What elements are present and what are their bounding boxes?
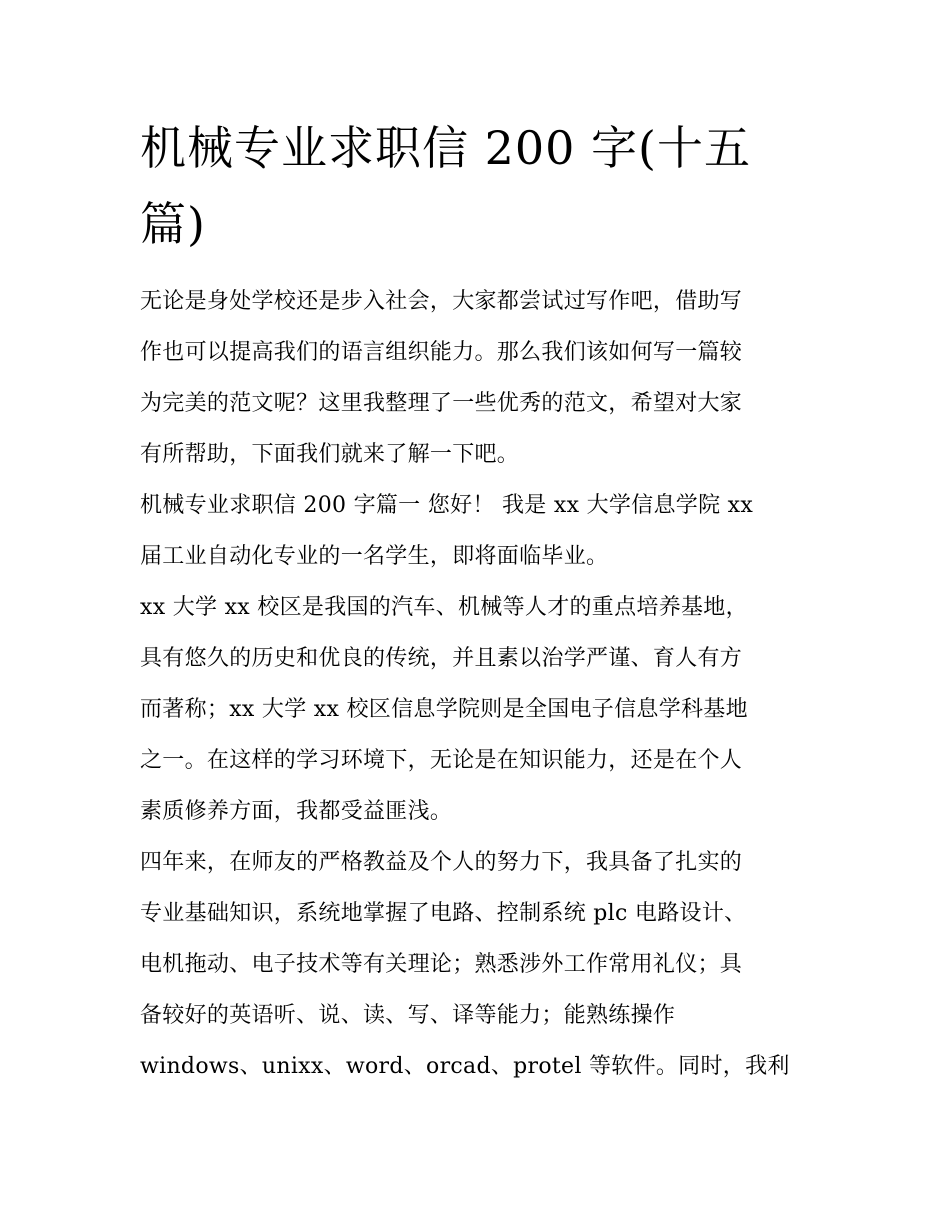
body-text-line: 专业基础知识，系统地掌握了电路、控制系统 plc 电路设计、 bbox=[140, 901, 747, 926]
document-title bbox=[140, 110, 800, 262]
body-text-line: 之一。在这样的学习环境下，无论是在知识能力，还是在个人 bbox=[140, 748, 743, 773]
body-text-line: 电机拖动、电子技术等有关理论；熟悉涉外工作常用礼仪；具 bbox=[140, 952, 743, 977]
title-line: 篇) bbox=[140, 197, 206, 251]
body-text-line: 无论是身处学校还是步入社会，大家都尝试过写作吧，借助写 bbox=[140, 289, 743, 314]
body-text-line: 四年来，在师友的严格教益及个人的努力下，我具备了扎实的 bbox=[140, 850, 743, 875]
body-text-line: windows、unixx、word、orcad、protel 等软件。同时，我利 bbox=[140, 1054, 790, 1079]
title-line: 机械专业求职信 200 字(十五 bbox=[140, 121, 751, 175]
document-body bbox=[140, 276, 812, 1092]
body-text-line: 素质修养方面，我都受益匪浅。 bbox=[140, 799, 453, 824]
body-text-line: 而著称；xx 大学 xx 校区信息学院则是全国电子信息学科基地 bbox=[140, 697, 748, 722]
body-text-line: xx 大学 xx 校区是我国的汽车、机械等人才的重点培养基地， bbox=[140, 595, 748, 620]
body-text-line: 备较好的英语听、说、读、写、译等能力；能熟练操作 bbox=[140, 1003, 676, 1028]
body-text-line: 机械专业求职信 200 字篇一 您好！ 我是 xx 大学信息学院 xx bbox=[140, 493, 754, 518]
body-text-line: 具有悠久的历史和优良的传统，并且素以治学严谨、育人有方 bbox=[140, 646, 743, 671]
body-text-line: 为完美的范文呢？这里我整理了一些优秀的范文，希望对大家 bbox=[140, 391, 743, 416]
body-text-line: 届工业自动化专业的一名学生，即将面临毕业。 bbox=[140, 544, 609, 569]
body-text-line: 有所帮助，下面我们就来了解一下吧。 bbox=[140, 442, 520, 467]
body-text-line: 作也可以提高我们的语言组织能力。那么我们该如何写一篇较 bbox=[140, 340, 743, 365]
